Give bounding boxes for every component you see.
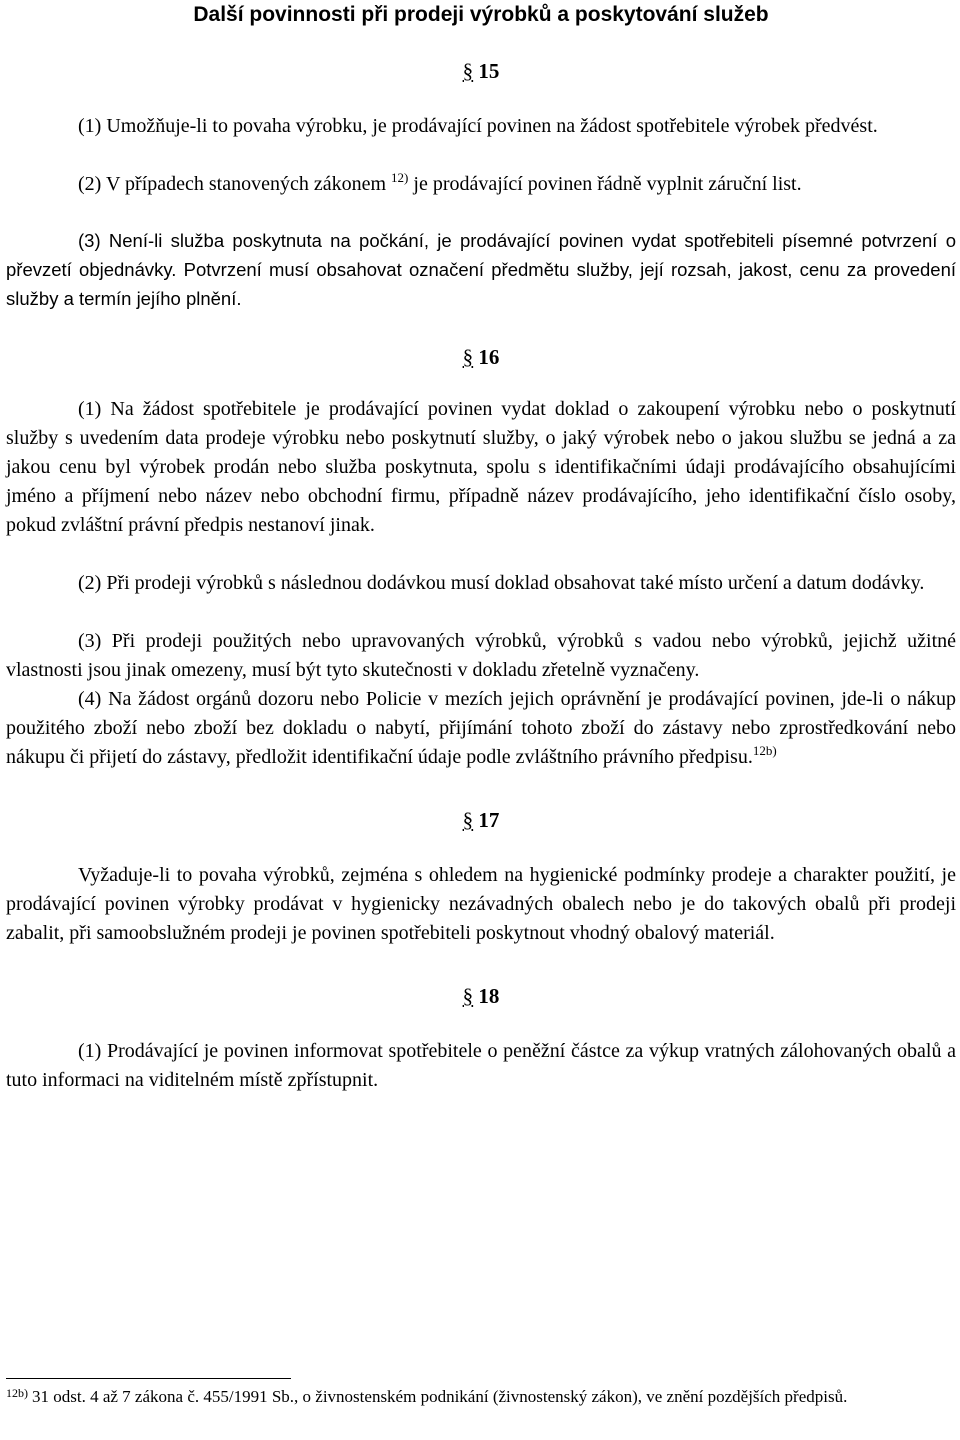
paragraph-text: (3) Není-li služba poskytnuta na počkání, je prodávající povinen vydat spotřebiteli písemné potvrzení o převzetí objednávky. Potvrzení musí obsahovat označení předmětu služby, její rozsah, jakost, cenu za provedení služby a termín jejího plnění.: [6, 230, 956, 309]
paragraph-text: (2) V případech stanovených zákonem: [78, 173, 392, 195]
footnote: [6, 1385, 956, 1409]
paragraph-text: Vyžaduje-li to povaha výrobků, zejména s ohledem na hygienické podmínky prodeje a charakter použití, je prodávající povinen výrobky prodávat v hygienicky nezávadných obalech nebo je do takových obalů při prodeji zabalit, při samoobslužném prodeji je povinen spotřebiteli poskytnout vhodný obalový materiál.: [6, 864, 956, 944]
section-number: 15: [478, 59, 500, 83]
paragraph: [6, 395, 956, 540]
paragraph-text: (4) Na žádost orgánů dozoru nebo Policie v mezích jejich oprávnění je prodávající povinen, jde-li o nákup použitého zboží nebo zboží bez dokladu o nabytí, přijímání tohoto zboží do zástavy nebo zprostředkování nebo nákupu či přijetí do zástavy, předložit identifikační údaje podle zvláštního právního předpisu.: [6, 688, 956, 768]
section-number: 18: [478, 984, 500, 1008]
section-mark: §: [462, 59, 474, 83]
section-heading: [6, 57, 956, 86]
section-16: [6, 343, 956, 772]
paragraph-text: (3) Při prodeji použitých nebo upravovaných výrobků, výrobků s vadou nebo výrobků, jejichž užitné vlastnosti jsou jinak omezeny, musí být tyto skutečnosti v dokladu zřetelně vyznačeny.: [6, 630, 956, 681]
paragraph: [6, 226, 956, 313]
section-number: 17: [478, 808, 500, 832]
paragraph-text: (2) Při prodeji výrobků s následnou dodávkou musí doklad obsahovat také místo určení a datum dodávky.: [78, 572, 925, 594]
document-page: [6, 0, 956, 1095]
footnote-divider: [6, 1378, 291, 1379]
paragraph-text: je prodávající povinen řádně vyplnit záruční list.: [408, 173, 802, 195]
footnote-text: 31 odst. 4 až 7 zákona č. 455/1991 Sb., o živnostenském podnikání (živnostenský zákon), ve znění pozdějších předpisů.: [32, 1387, 848, 1406]
section-heading: [6, 982, 956, 1011]
paragraph: [6, 685, 956, 772]
paragraph: [6, 170, 956, 199]
section-17: [6, 806, 956, 948]
document-title: Další povinnosti při prodeji výrobků a poskytování služeb: [193, 3, 769, 26]
section-mark: §: [462, 345, 474, 369]
section-mark: §: [462, 808, 474, 832]
footnote-reference: 12): [391, 170, 409, 185]
paragraph-text: (1) Prodávající je povinen informovat spotřebitele o peněžní částce za výkup vratných zálohovaných obalů a tuto informaci na viditelném místě zpřístupnit.: [6, 1040, 956, 1091]
section-number: 16: [478, 345, 500, 369]
footnote-mark: 12b): [6, 1386, 28, 1400]
section-15: [6, 57, 956, 313]
paragraph: [6, 1037, 956, 1095]
section-heading: [6, 343, 956, 372]
section-heading: [6, 806, 956, 835]
paragraph: [6, 627, 956, 685]
paragraph: [6, 112, 956, 141]
section-18: [6, 982, 956, 1095]
section-mark: §: [462, 984, 474, 1008]
paragraph-text: (1) Umožňuje-li to povaha výrobku, je prodávající povinen na žádost spotřebitele výrobek předvést.: [78, 115, 878, 137]
paragraph: [6, 569, 956, 598]
paragraph: [6, 861, 956, 948]
footnote-reference: 12b): [752, 743, 777, 758]
paragraph-text: (1) Na žádost spotřebitele je prodávající povinen vydat doklad o zakoupení výrobku nebo o poskytnutí služby s uvedením data prodeje výrobku nebo poskytnutí služby, o jaký výrobek nebo o jakou službu se jedná a za jakou cenu byl výrobek prodán nebo služba poskytnuta, spolu s identifikačními údaji prodávajícího obsahujícími jméno a příjmení nebo název nebo obchodní firmu, případně název prodávajícího, jeho identifikační číslo osoby, pokud zvláštní právní předpis nestanoví jinak.: [6, 398, 956, 536]
